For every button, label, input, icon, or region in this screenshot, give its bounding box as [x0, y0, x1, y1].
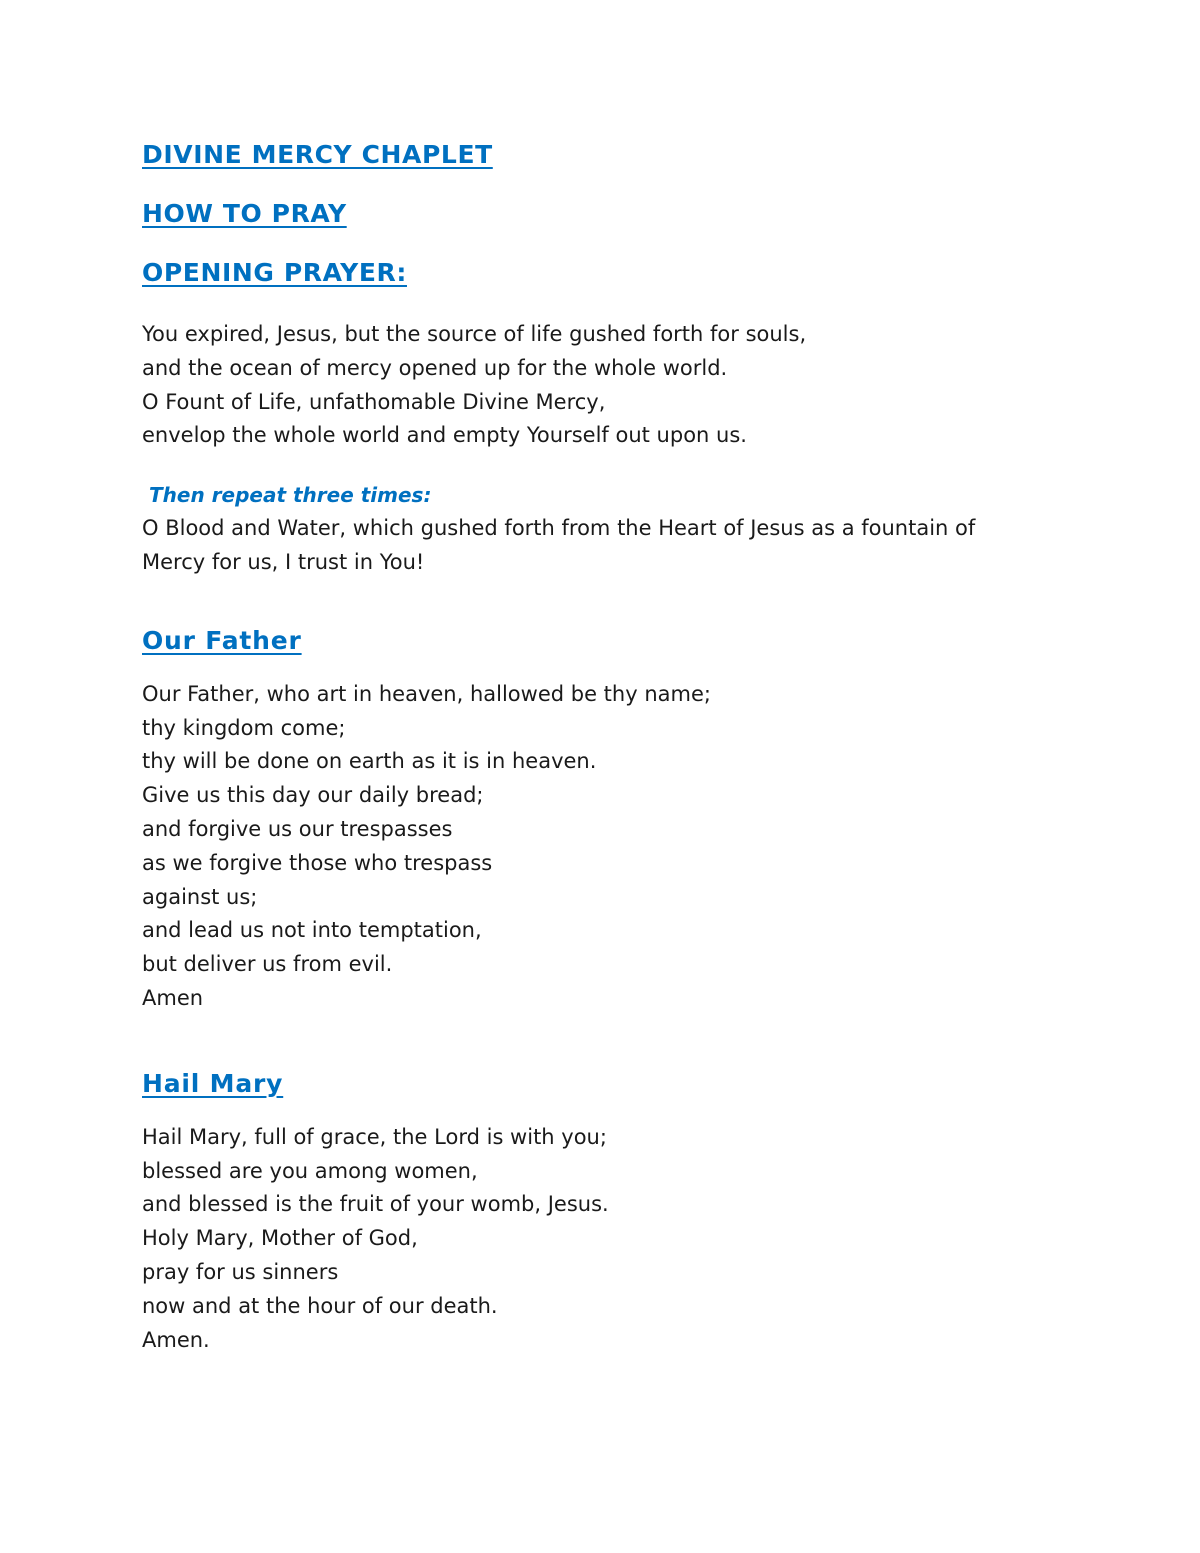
prayer-line: and lead us not into temptation, [142, 918, 482, 943]
spacer [142, 580, 1082, 624]
prayer-line: and forgive us our trespasses [142, 816, 453, 841]
prayer-line: envelop the whole world and empty Yourself out upon us. [142, 423, 747, 448]
prayer-line: Holy Mary, Mother of God, [142, 1226, 418, 1251]
our-father-text [142, 678, 1082, 1016]
prayer-line: as we forgive those who trespass [142, 850, 493, 875]
repeat-instruction: Then repeat three times: [149, 483, 432, 508]
document-subtitle: HOW TO PRAY [142, 199, 347, 228]
prayer-line: O Fount of Life, unfathomable Divine Mercy, [142, 389, 606, 414]
prayer-line: thy will be done on earth as it is in heaven. [142, 749, 597, 774]
document-title: DIVINE MERCY CHAPLET [142, 140, 493, 169]
hail-mary-heading: Hail Mary [142, 1068, 284, 1098]
repeat-prayer-text: O Blood and Water, which gushed forth from the Heart of Jesus as a fountain of Mercy for us, I trust in You! [142, 516, 976, 574]
spacer [142, 453, 1082, 479]
spacer [142, 1101, 1082, 1121]
prayer-line: now and at the hour of our death. [142, 1293, 498, 1318]
prayer-line: but deliver us from evil. [142, 952, 393, 977]
prayer-line: You expired, Jesus, but the source of life gushed forth for souls, [142, 322, 807, 346]
prayer-line: thy kingdom come; [142, 715, 346, 740]
hail-mary-text [142, 1121, 1082, 1358]
document-page [142, 138, 1082, 1357]
opening-prayer-heading: OPENING PRAYER: [142, 258, 407, 287]
prayer-line: Hail Mary, full of grace, the Lord is with you; [142, 1124, 607, 1149]
prayer-line: blessed are you among women, [142, 1158, 478, 1183]
prayer-line: and blessed is the fruit of your womb, Jesus. [142, 1192, 609, 1217]
spacer [142, 658, 1082, 678]
prayer-line: Our Father, who art in heaven, hallowed be thy name; [142, 681, 711, 706]
prayer-line: pray for us sinners [142, 1259, 339, 1284]
prayer-line: Give us this day our daily bread; [142, 783, 484, 808]
spacer [142, 1016, 1082, 1067]
prayer-line: Amen [142, 985, 204, 1010]
our-father-heading: Our Father [142, 625, 302, 655]
prayer-line: Amen. [142, 1327, 210, 1352]
prayer-line: and the ocean of mercy opened up for the whole world. [142, 355, 728, 380]
prayer-line: against us; [142, 884, 258, 909]
opening-prayer-text [142, 318, 1082, 453]
